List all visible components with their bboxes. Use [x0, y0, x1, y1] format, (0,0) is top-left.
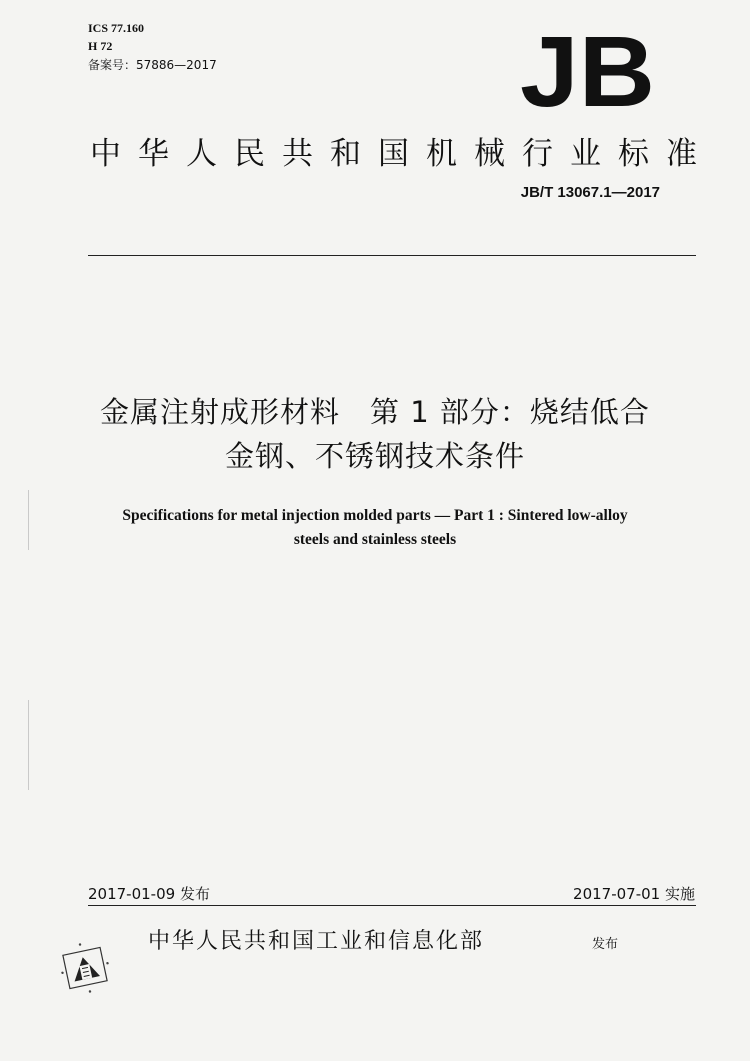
implement-date: 2017-07-01 实施 — [573, 885, 695, 903]
title-en-line1: Specifications for metal injection molded parts — Part 1 : Sintered low-alloy — [122, 507, 628, 524]
scan-edge-mark — [28, 490, 29, 550]
ics-code: ICS 77.160 — [88, 21, 145, 35]
title-en-line2: steels and stainless steels — [293, 531, 457, 548]
logo-text: JB — [520, 30, 655, 112]
issuer-suffix: 发布 — [592, 937, 619, 952]
jb-logo — [520, 30, 655, 112]
ccs-code: H 72 — [88, 39, 113, 53]
bottom-divider — [88, 905, 696, 906]
filing-number: 备案号：57886—2017 — [88, 58, 217, 72]
ministry-seal-icon — [52, 935, 118, 1001]
standard-category: 中华人民共和国机械行业标准 — [90, 136, 714, 172]
issue-date: 2017-01-09 发布 — [88, 885, 210, 903]
title-cn-line2: 金钢、不锈钢技术条件 — [224, 439, 525, 473]
scan-edge-mark — [28, 700, 29, 790]
issuer-name: 中华人民共和国工业和信息化部 — [148, 929, 485, 954]
top-divider — [88, 255, 696, 256]
title-cn-line1: 金属注射成形材料 第 1 部分：烧结低合 — [100, 395, 650, 429]
standard-number: JB/T 13067.1—2017 — [520, 184, 660, 201]
